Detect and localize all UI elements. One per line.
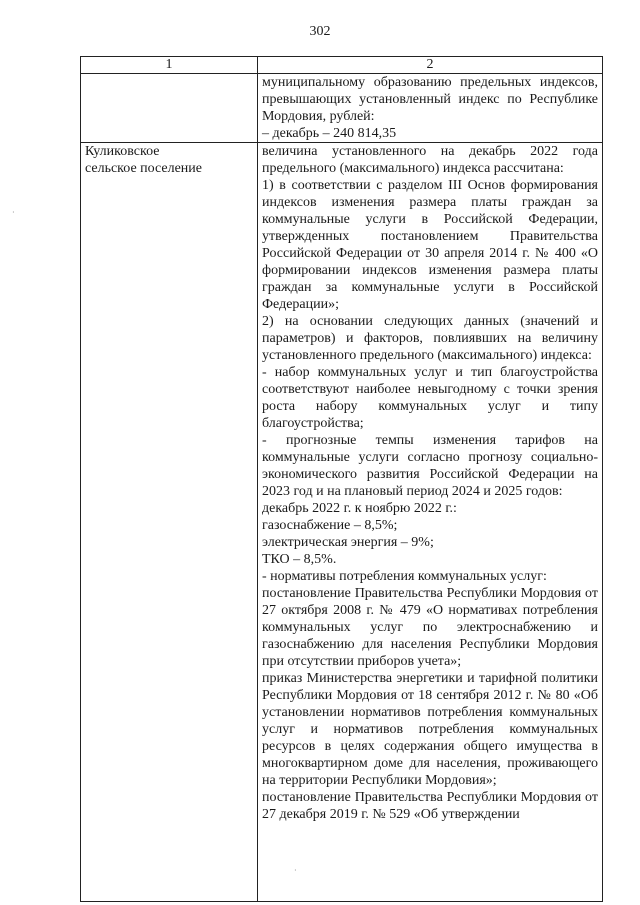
page-number: 302 [309, 24, 331, 39]
table-row [81, 143, 603, 902]
paragraph: - нормативы потребления коммунальных услуг: [262, 569, 547, 584]
paragraph: газоснабжение – 8,5%; [262, 518, 398, 533]
description-cell [258, 74, 603, 143]
scan-speck: · [294, 866, 297, 875]
municipality-cell [81, 143, 258, 902]
paragraph: муниципальному образованию предельных индексов, превышающих установленный индекс по Республике Мордовия, рублей: [262, 75, 598, 124]
paragraph: постановление Правительства Республики Мордовия от 27 декабря 2019 г. № 529 «Об утверждении [262, 790, 598, 822]
paragraph: – декабрь – 240 814,35 [262, 126, 397, 141]
paragraph: 2) на основании следующих данных (значений и параметров) и факторов, повлиявших на величину установленного предельного (максимального) индекса: [262, 314, 598, 363]
table-row [81, 74, 603, 143]
municipality-type: сельское поселение [85, 161, 202, 176]
column-header-2: 2 [258, 57, 603, 74]
paragraph: приказ Министерства энергетики и тарифной политики Республики Мордовия от 18 сентября 2012 г. № 80 «Об установлении нормативов потребления коммунальных услуг и нормативов потребления коммунальных ресурсов в целях содержания общего имущества в многоквартирном доме для населения, проживающего на территории Республики Мордовия»; [262, 671, 598, 788]
paragraph: декабрь 2022 г. к ноябрю 2022 г.: [262, 501, 457, 516]
description-cell [258, 143, 603, 902]
scan-speck: · [12, 208, 15, 217]
document-table [80, 56, 603, 902]
paragraph: 1) в соответствии с разделом III Основ формирования индексов изменения размера платы граждан за коммунальные услуги в Российской Федерации, утвержденных постановлением Правительства Российской Федерации от 30 апреля 2014 г. № 400 «О формировании индексов изменения размера платы граждан за коммунальные услуги в Российской Федерации»; [262, 178, 598, 312]
paragraph: - прогнозные темпы изменения тарифов на коммунальные услуги согласно прогнозу социально-экономического развития Российской Федерации на 2023 год и на плановый период 2024 и 2025 годов: [262, 433, 598, 499]
municipality-cell [81, 74, 258, 143]
paragraph: величина установленного на декабрь 2022 года предельного (максимального) индекса рассчитана: [262, 144, 598, 176]
municipality-name: Куликовское [85, 144, 160, 159]
paragraph: электрическая энергия – 9%; [262, 535, 434, 550]
paragraph: постановление Правительства Республики Мордовия от 27 октября 2008 г. № 479 «О нормативах потребления коммунальных услуг по электроснабжению и газоснабжению для населения Республики Мордовия при отсутствии приборов учета»; [262, 586, 598, 669]
paragraph: - набор коммунальных услуг и тип благоустройства соответствуют наиболее невыгодному с точки зрения роста набору коммунальных услуг и типу благоустройства; [262, 365, 598, 431]
column-header-1: 1 [81, 57, 258, 74]
table-header-row [81, 57, 603, 74]
paragraph: ТКО – 8,5%. [262, 552, 337, 567]
